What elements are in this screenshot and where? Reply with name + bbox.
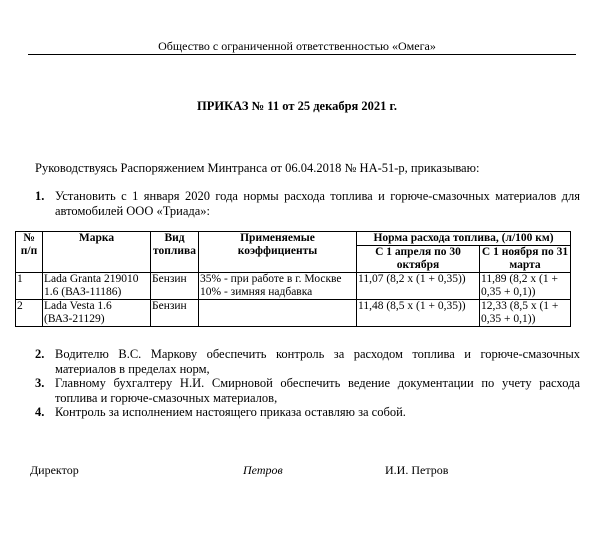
cell-brand: Lada Granta 219010 1.6 (ВАЗ-11186) bbox=[43, 273, 151, 300]
list-item-4 bbox=[35, 405, 580, 420]
cell-summer-norm: 11,48 (8,5 х (1 + 0,35)) bbox=[357, 300, 480, 327]
list-item-text: Водителю В.С. Маркову обеспечить контроль за расходом топлива и горюче-смазочных материалов в пределах норм, bbox=[55, 347, 580, 376]
cell-fuel: Бензин bbox=[151, 300, 199, 327]
cell-brand: Lada Vesta 1.6 (ВАЗ-21129) bbox=[43, 300, 151, 327]
document-title: ПРИКАЗ № 11 от 25 декабря 2021 г. bbox=[197, 99, 397, 113]
list-item-2 bbox=[35, 347, 580, 377]
cell-coefficients bbox=[199, 300, 357, 327]
cell-num: 2 bbox=[16, 300, 43, 327]
table-row bbox=[16, 273, 571, 300]
cell-winter-norm: 12,33 (8,5 х (1 + 0,35 + 0,1)) bbox=[480, 300, 571, 327]
signatory-name: И.И. Петров bbox=[385, 463, 449, 477]
header-coefficients: Применяемые коэффициенты bbox=[199, 232, 357, 273]
list-item-number: 1. bbox=[35, 189, 45, 203]
organization-name: Общество с ограниченной ответственностью «Омега» bbox=[158, 39, 436, 53]
list-item-text: Контроль за исполнением настоящего приказа оставляю за собой. bbox=[55, 405, 406, 419]
cell-num: 1 bbox=[16, 273, 43, 300]
signature-position: Директор bbox=[30, 463, 79, 477]
list-item-number: 3. bbox=[35, 376, 45, 390]
header-summer: С 1 апреля по 30 октября bbox=[357, 246, 480, 273]
list-item-text: Установить с 1 января 2020 года нормы расхода топлива и горюче-смазочных материалов для автомобилей ООО «Триада»: bbox=[55, 189, 580, 218]
list-item-1 bbox=[35, 189, 580, 219]
header-norm: Норма расхода топлива, (л/100 км) bbox=[357, 232, 571, 246]
cell-winter-norm: 11,89 (8,2 х (1 + 0,35 + 0,1)) bbox=[480, 273, 571, 300]
list-item-number: 4. bbox=[35, 405, 45, 419]
table-row bbox=[16, 300, 571, 327]
header-winter: С 1 ноября по 31 марта bbox=[480, 246, 571, 273]
cell-summer-norm: 11,07 (8,2 х (1 + 0,35)) bbox=[357, 273, 480, 300]
cell-fuel: Бензин bbox=[151, 273, 199, 300]
handwritten-signature: Петров bbox=[243, 463, 283, 477]
list-item-3 bbox=[35, 376, 580, 406]
header-num: № п/п bbox=[16, 232, 43, 273]
cell-coefficients: 35% - при работе в г. Москве 10% - зимняя надбавка bbox=[199, 273, 357, 300]
intro-paragraph: Руководствуясь Распоряжением Минтранса от 06.04.2018 № НА-51-р, приказываю: bbox=[35, 161, 480, 175]
header-fuel: Вид топлива bbox=[151, 232, 199, 273]
header-brand: Марка bbox=[43, 232, 151, 273]
organization-underline bbox=[28, 54, 576, 55]
list-item-text: Главному бухгалтеру Н.И. Смирновой обеспечить ведение документации по учету расхода топлива и горюче-смазочных материалов, bbox=[55, 376, 580, 405]
list-item-number: 2. bbox=[35, 347, 45, 361]
fuel-norms-table bbox=[15, 231, 571, 327]
